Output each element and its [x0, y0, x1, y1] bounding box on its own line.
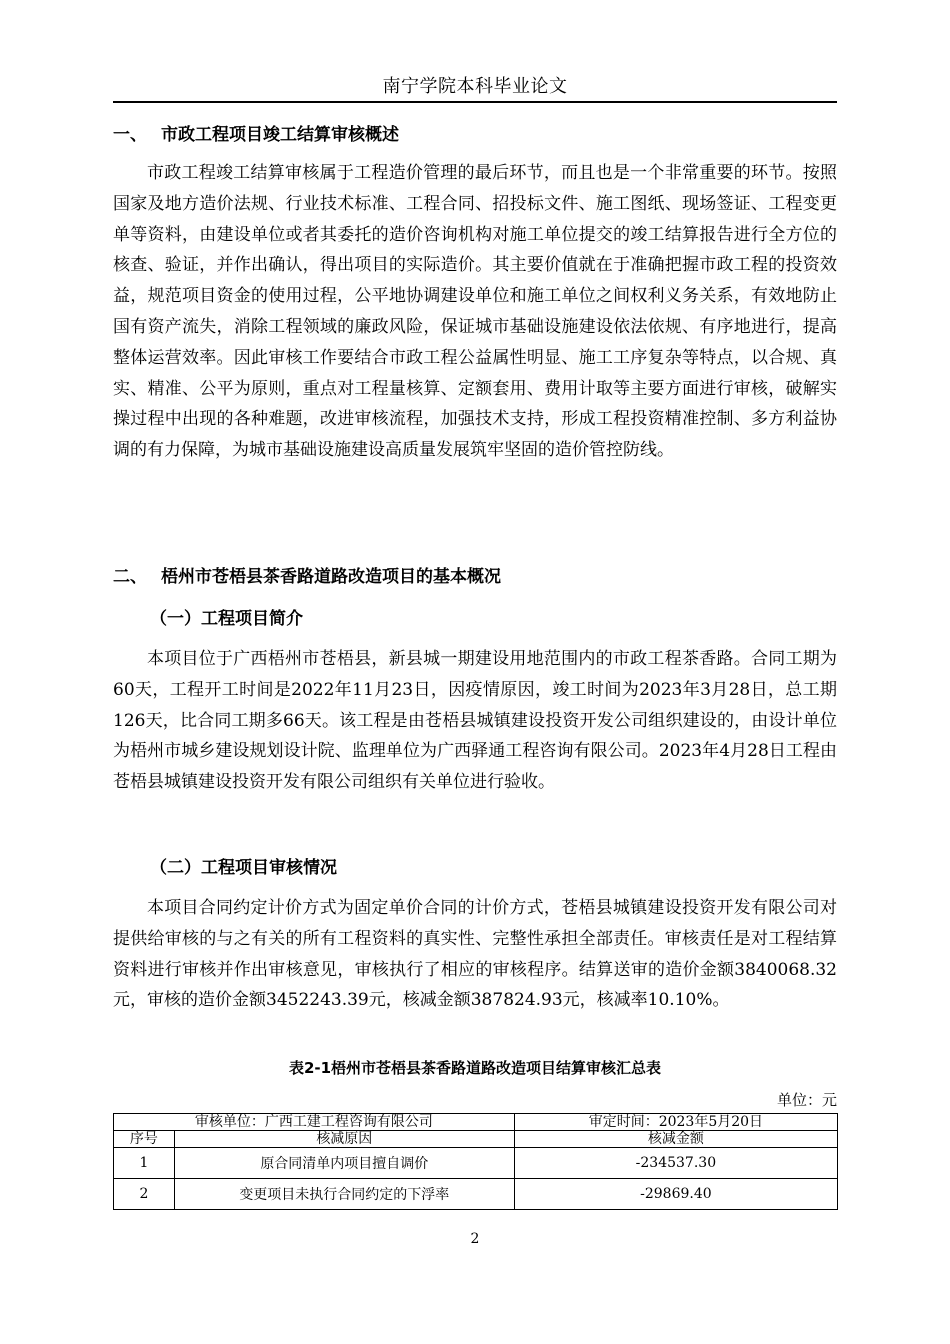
row-reason: 变更项目未执行合同约定的下浮率 [174, 1179, 514, 1210]
section-1-heading [113, 120, 399, 145]
table-unit: 单位：元 [776, 1091, 837, 1109]
row-amount: -234537.30 [514, 1148, 837, 1179]
table-row [114, 1148, 838, 1179]
header-divider [113, 101, 837, 103]
subsection-2-paragraph: 本项目合同约定计价方式为固定单价合同的计价方式，苍梧县城镇建设投资开发有限公司对提供给审核的与之有关的所有工程资料的真实性、完整性承担全部责任。审核责任是对工程结算资料进行审核并作出审核意见，审核执行了相应的审核程序。结算送审的造价金额3840068.32元，审核的造价金额3452243.39元，核减金额387824.93元，核减率10.10%。 [113, 898, 837, 1011]
table-row [114, 1179, 838, 1210]
section-2-heading [113, 562, 501, 587]
row-no: 2 [114, 1179, 175, 1210]
subsection-2-heading: （二）工程项目审核情况 [150, 858, 337, 878]
section-1-paragraph: 市政工程竣工结算审核属于工程造价管理的最后环节，而且也是一个非常重要的环节。按照国家及地方造价法规、行业技术标准、工程合同、招投标文件、施工图纸、现场签证、工程变更单等资料，由建设单位或者其委托的造价咨询机构对施工单位提交的竣工结算报告进行全方位的核查、验证，并作出确认，得出项目的实际造价。其主要价值就在于准确把握市政工程的投资效益，规范项目资金的使用过程，公平地协调建设单位和施工单位之间权利义务关系，有效地防止国有资产流失，消除工程领域的廉政风险，保证城市基础设施建设依法依规、有序地进行，提高整体运营效率。因此审核工作要结合市政工程公益属性明显、施工工序复杂等特点，以合规、真实、精准、公平为原则，重点对工程量核算、定额套用、费用计取等主要方面进行审核，破解实操过程中出现的各种难题，改进审核流程，加强技术支持，形成工程投资精准控制、多方利益协调的有力保障，为城市基础设施建设高质量发展筑牢坚固的造价管控防线。 [113, 163, 837, 461]
row-no: 1 [114, 1148, 175, 1179]
section-1-title: 市政工程项目竣工结算审核概述 [161, 125, 399, 145]
section-2-title: 梧州市苍梧县茶香路道路改造项目的基本概况 [161, 567, 501, 587]
subsection-1-heading: （一）工程项目简介 [150, 609, 303, 629]
row-amount: -29869.40 [514, 1179, 837, 1210]
table-caption: 表2-1梧州市苍梧县茶香路道路改造项目结算审核汇总表 [288, 1059, 662, 1077]
table-meta-row [114, 1114, 838, 1131]
table-header-row [114, 1131, 838, 1148]
page-header: 南宁学院本科毕业论文 [382, 76, 568, 97]
section-1-number: 一、 [113, 125, 147, 145]
audit-summary-table [113, 1113, 838, 1210]
row-reason: 原合同清单内项目擅自调价 [174, 1148, 514, 1179]
subsection-1-paragraph: 本项目位于广西梧州市苍梧县，新县城一期建设用地范围内的市政工程茶香路。合同工期为60天，工程开工时间是2022年11月23日，因疫情原因，竣工时间为2023年3月28日，总工期126天，比合同工期多66天。该工程是由苍梧县城镇建设投资开发公司组织建设的，由设计单位为梧州市城乡建设规划设计院、监理单位为广西驿通工程咨询有限公司。2023年4月28日工程由苍梧县城镇建设投资开发有限公司组织有关单位进行验收。 [113, 649, 837, 793]
auditor-cell: 审核单位：广西工建工程咨询有限公司 [114, 1114, 515, 1131]
section-2-number: 二、 [113, 567, 147, 587]
header-reason: 核减原因 [174, 1131, 514, 1148]
header-amount: 核减金额 [514, 1131, 837, 1148]
page-number: 2 [470, 1231, 480, 1247]
header-no: 序号 [114, 1131, 175, 1148]
audit-date-cell: 审定时间：2023年5月20日 [514, 1114, 837, 1131]
